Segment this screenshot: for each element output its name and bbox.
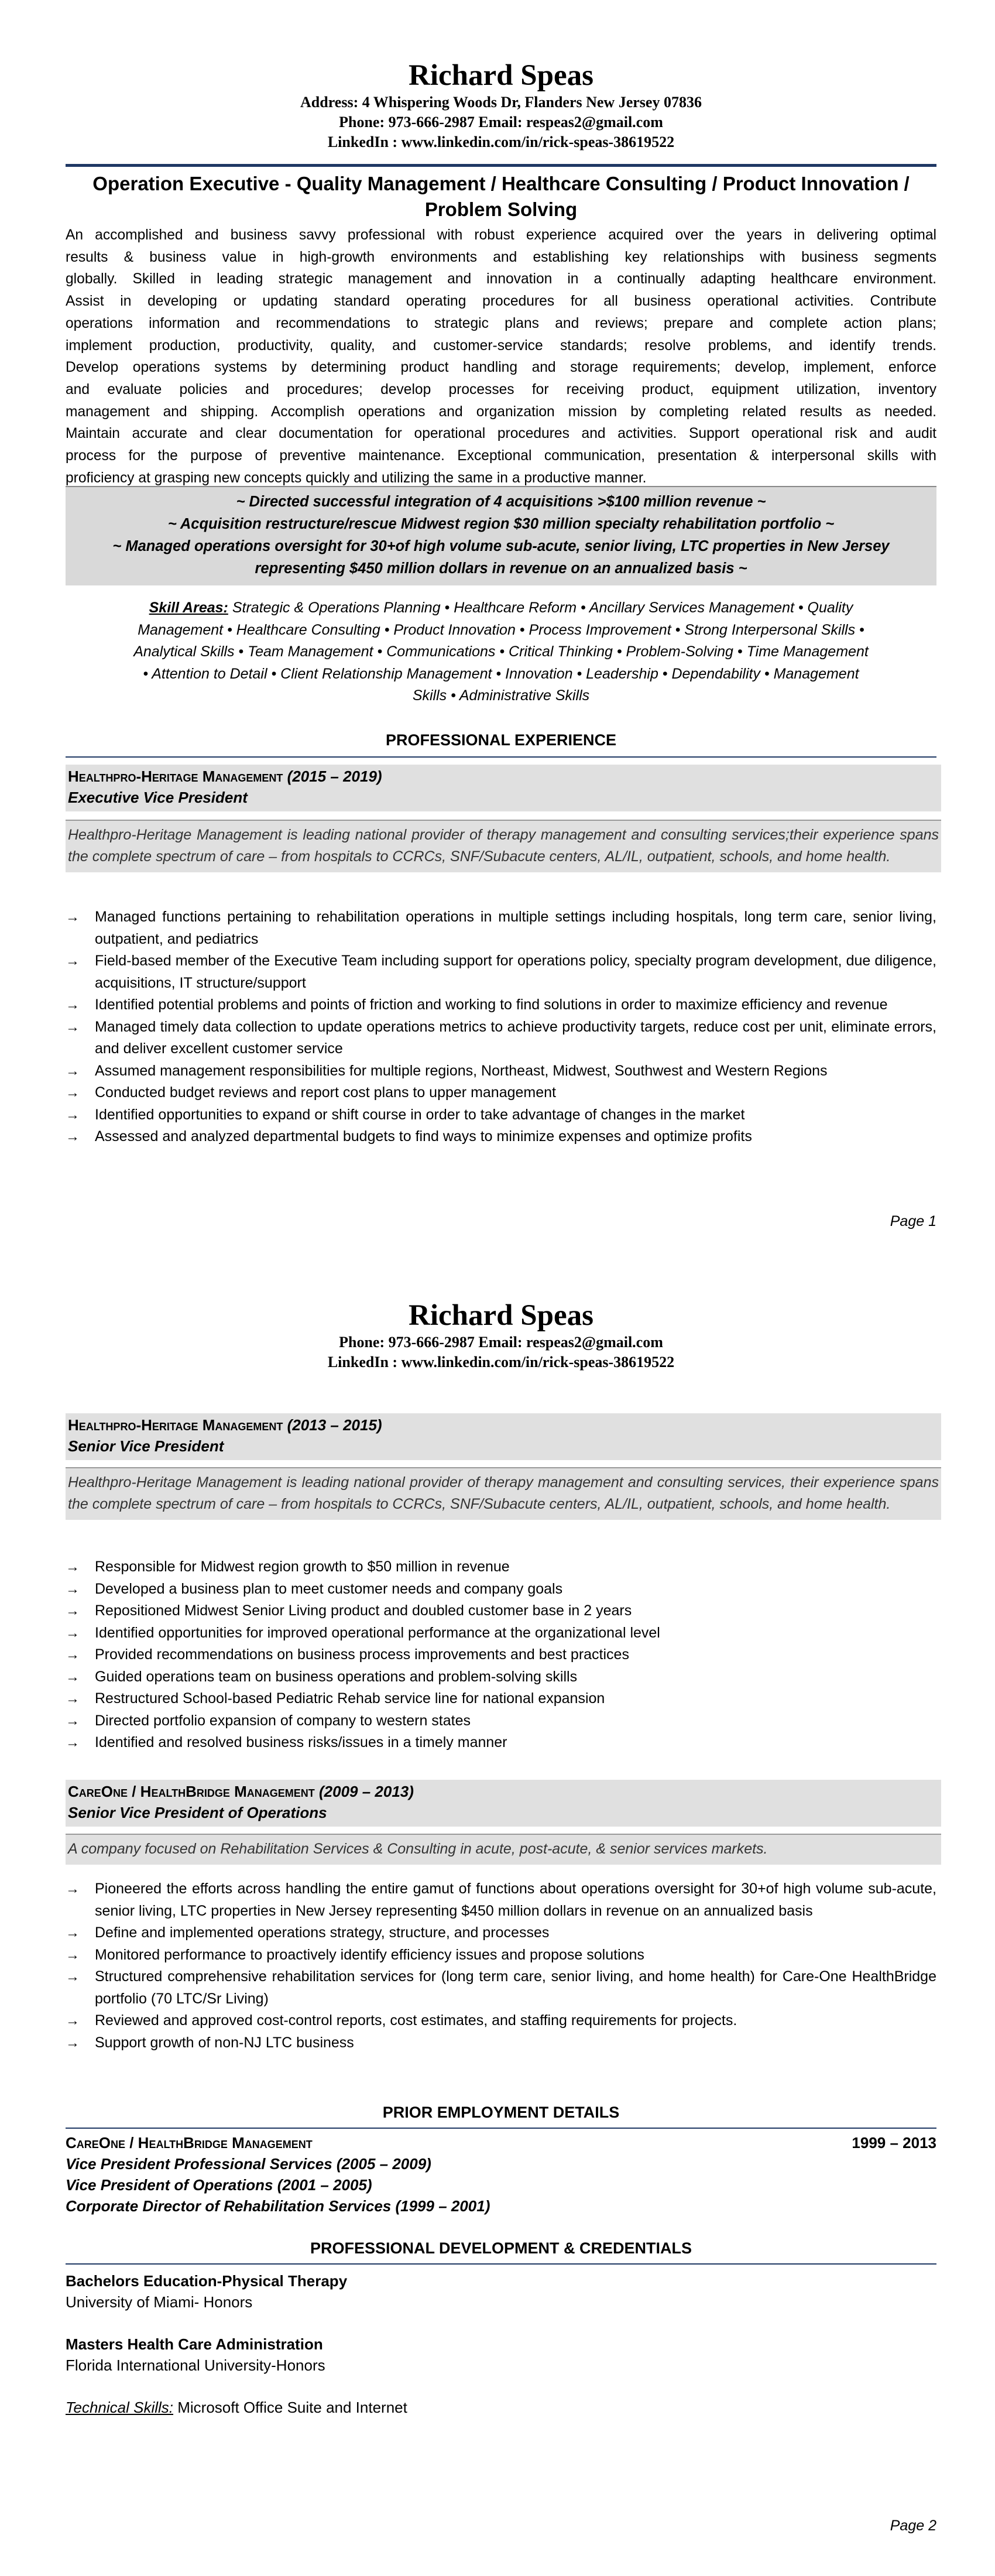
- list-item: → Reviewed and approved cost-control reports, cost estimates, and staffing requirements for projects.: [66, 2010, 936, 2032]
- list-item: → Assumed management responsibilities for multiple regions, Northeast, Midwest, Southwest and Western Regions: [66, 1060, 936, 1083]
- professional-summary: [66, 224, 936, 489]
- arrow-right-icon: →: [66, 1625, 80, 1641]
- prior-employment-heading: [66, 2102, 936, 2123]
- section-title: PROFESSIONAL EXPERIENCE: [385, 731, 617, 749]
- summary-line: and evaluate policies and procedures; develop processes for receiving product, equipment utilization, inventory: [66, 381, 936, 398]
- arrow-right-icon: →: [66, 1581, 80, 1597]
- candidate-name: Richard Speas: [409, 1299, 593, 1332]
- list-item: → Identified opportunities for improved operational performance at the organizational level: [66, 1622, 936, 1645]
- arrow-right-icon: →: [66, 1647, 80, 1663]
- arrow-right-icon: →: [66, 1085, 80, 1101]
- arrow-right-icon: →: [66, 1925, 80, 1941]
- prior-role: Vice President Professional Services (2005 – 2009): [66, 2155, 431, 2173]
- job-years: (2013 – 2015): [287, 1416, 382, 1434]
- list-item: → Developed a business plan to meet customer needs and company goals: [66, 1578, 936, 1601]
- achievement-3-cont: representing $450 million dollars in revenue on an annualized basis ~: [255, 560, 747, 577]
- school: University of Miami- Honors: [66, 2293, 253, 2311]
- skill-line: Analytical Skills • Team Management • Communications • Critical Thinking • Problem-Solving • Time Management: [133, 643, 869, 660]
- job-title: Senior Vice President of Operations: [68, 1804, 327, 1821]
- arrow-right-icon: →: [66, 997, 80, 1013]
- skill-areas-label: Skill Areas:: [149, 600, 228, 616]
- job-title: Executive Vice President: [68, 789, 248, 806]
- list-item: → Field-based member of the Executive Team including support for operations policy, specialty program development, due diligence, acquisitions, IT structure/support: [66, 950, 936, 994]
- company-description: A company focused on Rehabilitation Services & Consulting in acute, post-acute, & senior services markets.: [66, 1834, 941, 1865]
- arrow-right-icon: →: [66, 1691, 80, 1707]
- list-item: → Guided operations team on business operations and problem-solving skills: [66, 1666, 936, 1688]
- header-rule: [66, 164, 936, 167]
- list-item: → Directed portfolio expansion of company to western states: [66, 1710, 936, 1732]
- skill-line: Skills • Administrative Skills: [412, 687, 590, 704]
- arrow-right-icon: →: [66, 1107, 80, 1123]
- skill-line: Management • Healthcare Consulting • Product Innovation • Process Improvement • Strong Interpersonal Skills •: [138, 621, 864, 638]
- summary-line: operations information and recommendations to strategic plans and reviews; prepare and complete action plans;: [66, 315, 936, 331]
- list-item: → Provided recommendations on business process improvements and best practices: [66, 1644, 936, 1666]
- technical-skills-value: Microsoft Office Suite and Internet: [173, 2399, 407, 2416]
- job-bullets: [66, 1556, 936, 1754]
- list-item: → Identified potential problems and points of friction and working to find solutions in order to maximize efficiency and revenue: [66, 994, 936, 1016]
- resume-header-p1: [66, 59, 936, 152]
- company-description: Healthpro-Heritage Management is leading national provider of therapy management and consulting services;their experience spans the complete spectrum of care – from hospitals to CCRCs, SNF/Subacute centers, AL/IL, outpatient, schools, and home health.: [66, 820, 941, 872]
- arrow-right-icon: →: [66, 1947, 80, 1963]
- list-item: → Restructured School-based Pediatric Rehab service line for national expansion: [66, 1688, 936, 1710]
- linkedin: LinkedIn : www.linkedin.com/in/rick-speas-38619522: [327, 133, 675, 150]
- list-item: → Responsible for Midwest region growth to $50 million in revenue: [66, 1556, 936, 1578]
- arrow-right-icon: →: [66, 1735, 80, 1751]
- list-item: → Assessed and analyzed departmental budgets to find ways to minimize expenses and optimize profits: [66, 1126, 936, 1148]
- candidate-name: Richard Speas: [409, 59, 593, 92]
- arrow-right-icon: →: [66, 2013, 80, 2029]
- headline: [66, 171, 936, 222]
- summary-line: globally. Skilled in leading strategic management and innovation in a continually adapting healthcare environment.: [66, 271, 936, 287]
- headline-line-1: Operation Executive - Quality Management / Healthcare Consulting / Product Innovation /: [92, 173, 910, 194]
- key-achievements: [66, 486, 936, 585]
- job-bullets: [66, 906, 936, 1148]
- job-header: [66, 765, 941, 811]
- technical-skills-label: Technical Skills:: [66, 2399, 174, 2416]
- list-item: → Identified opportunities to expand or shift course in order to take advantage of changes in the market: [66, 1104, 936, 1126]
- company-name: CareOne / HealthBridge Management: [66, 2134, 313, 2152]
- degree: Masters Health Care Administration: [66, 2335, 323, 2353]
- arrow-right-icon: →: [66, 1019, 80, 1035]
- list-item: → Managed timely data collection to update operations metrics to achieve productivity targets, reduce cost per unit, eliminate errors, and deliver excellent customer service: [66, 1016, 936, 1060]
- education-heading: [66, 2238, 936, 2259]
- address: Address: 4 Whispering Woods Dr, Flanders New Jersey 07836: [300, 94, 702, 111]
- list-item: → Identified and resolved business risks/issues in a timely manner: [66, 1732, 936, 1754]
- section-rule: [66, 2263, 936, 2265]
- summary-line: results & business value in high-growth environments and establishing key relationships with business segments: [66, 249, 936, 265]
- summary-line: management and shipping. Accomplish operations and organization mission by completing related results as needed.: [66, 403, 936, 420]
- summary-line: An accomplished and business savvy professional with robust experience acquired over the years in delivering optimal: [66, 227, 936, 243]
- prior-role: Vice President of Operations (2001 – 2005): [66, 2176, 372, 2194]
- section-title: PRIOR EMPLOYMENT DETAILS: [382, 2104, 620, 2121]
- school: Florida International University-Honors: [66, 2356, 325, 2374]
- education-list: [66, 2270, 936, 2418]
- skill-line: • Attention to Detail • Client Relationship Management • Innovation • Leadership • Dependability • Management: [143, 665, 859, 682]
- list-item: → Define and implemented operations strategy, structure, and processes: [66, 1922, 936, 1944]
- list-item: → Monitored performance to proactively identify efficiency issues and propose solutions: [66, 1944, 936, 1967]
- degree: Bachelors Education-Physical Therapy: [66, 2272, 348, 2290]
- job-title: Senior Vice President: [68, 1437, 224, 1455]
- arrow-right-icon: →: [66, 1603, 80, 1619]
- summary-line: Develop operations systems by determining product handling and storage requirements; develop, implement, enforce: [66, 359, 936, 376]
- phone-email: Phone: 973-666-2987 Email: respeas2@gmail.com: [339, 1334, 663, 1351]
- page-number: Page 2: [890, 2517, 936, 2534]
- company-name: Healthpro-Heritage Management: [68, 768, 283, 785]
- summary-line: process for the purpose of preventive maintenance. Exceptional communication, presentation & interpersonal skills with: [66, 448, 936, 464]
- job-years: (2015 – 2019): [287, 768, 382, 785]
- section-rule: [66, 756, 936, 758]
- summary-line: implement production, productivity, quality, and customer-service standards; resolve problems, and identify trends.: [66, 337, 936, 354]
- skill-areas: [66, 597, 936, 707]
- section-title: PROFESSIONAL DEVELOPMENT & CREDENTIALS: [310, 2239, 692, 2257]
- achievement-2: ~ Acquisition restructure/rescue Midwest region $30 million specialty rehabilitation portfolio ~: [167, 516, 835, 532]
- resume-header-p2: [66, 1299, 936, 1372]
- phone-email: Phone: 973-666-2987 Email: respeas2@gmail.com: [339, 114, 663, 131]
- arrow-right-icon: →: [66, 2034, 80, 2051]
- arrow-right-icon: →: [66, 909, 80, 925]
- list-item: → Conducted budget reviews and report cost plans to upper management: [66, 1082, 936, 1104]
- arrow-right-icon: →: [66, 1063, 80, 1079]
- arrow-right-icon: →: [66, 1129, 80, 1145]
- job-header: [66, 1780, 941, 1827]
- list-item: → Support growth of non-NJ LTC business: [66, 2032, 936, 2054]
- section-rule: [66, 2128, 936, 2129]
- arrow-right-icon: →: [66, 1881, 80, 1897]
- linkedin: LinkedIn : www.linkedin.com/in/rick-speas-38619522: [327, 1354, 675, 1371]
- arrow-right-icon: →: [66, 1969, 80, 1985]
- employment-years: 1999 – 2013: [852, 2134, 936, 2152]
- company-name: Healthpro-Heritage Management: [68, 1416, 283, 1434]
- job-years: (2009 – 2013): [319, 1783, 414, 1800]
- arrow-right-icon: →: [66, 1559, 80, 1575]
- headline-line-2: Problem Solving: [424, 198, 578, 220]
- page-number: Page 1: [890, 1213, 936, 1229]
- list-item: → Structured comprehensive rehabilitation services for (long term care, senior living, and home health) for Care-One HealthBridge portfolio (70 LTC/Sr Living): [66, 1966, 936, 2010]
- job-bullets: [66, 1878, 936, 2054]
- list-item: → Pioneered the efforts across handling the entire gamut of functions about operations oversight for 30+of high volume sub-acute, senior living, LTC properties in New Jersey representing $450 million dollars in revenue on an annualized basis: [66, 1878, 936, 1922]
- arrow-right-icon: →: [66, 953, 80, 969]
- company-name: CareOne / HealthBridge Management: [68, 1783, 315, 1800]
- company-description: Healthpro-Heritage Management is leading national provider of therapy management and consulting services, their experience spans the complete spectrum of care – from hospitals to CCRCs, SNF/Subacute centers, AL/IL, outpatient, schools, and home health.: [66, 1467, 941, 1520]
- summary-line: Assist in developing or updating standard operating procedures for all business operational activities. Contribute: [66, 293, 936, 310]
- summary-line: Maintain accurate and clear documentation for operational procedures and activities. Support operational risk and audit: [66, 426, 936, 442]
- prior-role: Corporate Director of Rehabilitation Services (1999 – 2001): [66, 2197, 490, 2215]
- prior-employment: [66, 2132, 936, 2217]
- skill-line: Strategic & Operations Planning • Healthcare Reform • Ancillary Services Management • Quality: [232, 600, 853, 616]
- arrow-right-icon: →: [66, 1712, 80, 1729]
- achievement-3: ~ Managed operations oversight for 30+of high volume sub-acute, senior living, LTC properties in New Jersey: [112, 538, 890, 554]
- job-header: [66, 1413, 941, 1460]
- list-item: → Repositioned Midwest Senior Living product and doubled customer base in 2 years: [66, 1600, 936, 1622]
- achievement-1: ~ Directed successful integration of 4 acquisitions >$100 million revenue ~: [236, 494, 766, 510]
- arrow-right-icon: →: [66, 1669, 80, 1685]
- technical-skills: [66, 2397, 936, 2418]
- summary-line: proficiency at grasping new concepts quickly and utilizing the same in a productive manner.: [66, 470, 647, 486]
- list-item: → Managed functions pertaining to rehabilitation operations in multiple settings including hospitals, long term care, senior living, outpatient, and pediatrics: [66, 906, 936, 950]
- experience-heading: [66, 729, 936, 751]
